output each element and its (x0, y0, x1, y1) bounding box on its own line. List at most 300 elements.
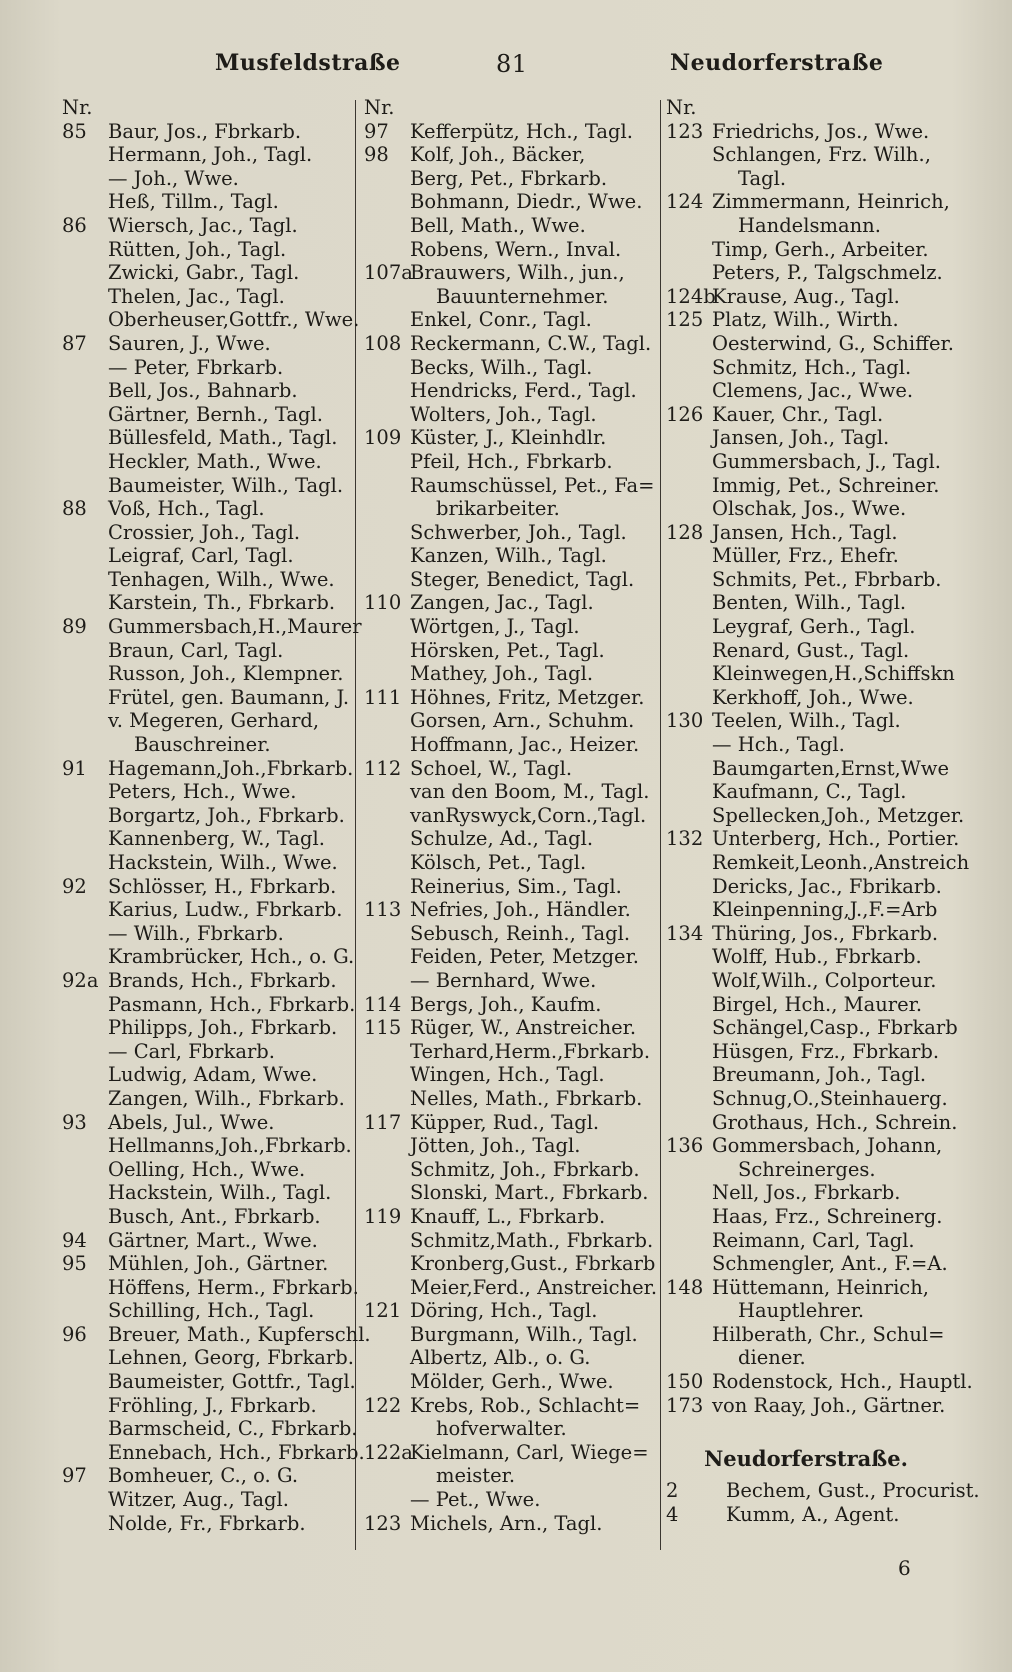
resident-entry: Reckermann, C.W., Tagl. (410, 331, 652, 355)
resident-entry: Brands, Hch., Fbrkarb. (108, 968, 337, 992)
resident-entry: Breuer, Math., Kupferschl. (108, 1322, 371, 1346)
house-number: 94 (62, 1228, 87, 1252)
resident-entry: — Hch., Tagl. (712, 733, 845, 757)
directory-entry (364, 1417, 662, 1441)
resident-entry: v. Megeren, Gerhard, (108, 709, 320, 733)
page-number: 81 (496, 50, 528, 78)
resident-entry: Zimmermann, Heinrich, (712, 190, 950, 214)
resident-entry: Leigraf, Carl, Tagl. (108, 544, 294, 568)
house-number: 85 (62, 119, 87, 143)
directory-entry (666, 261, 966, 285)
resident-entry: Teelen, Wilh., Tagl. (712, 709, 901, 733)
number-column-heading: Nr. (666, 96, 697, 119)
directory-entry (666, 497, 966, 521)
directory-entry (666, 1252, 966, 1276)
directory-entry (666, 1370, 973, 1394)
directory-entry (666, 945, 966, 969)
resident-entry: Hellmanns,Joh.,Fbrkarb. (108, 1134, 352, 1158)
directory-entry (364, 1016, 662, 1040)
resident-entry: Nelles, Math., Fbrkarb. (410, 1086, 643, 1110)
directory-entry (62, 945, 360, 969)
resident-entry: Schmengler, Ant., F.=A. (712, 1252, 948, 1276)
resident-entry: Leygraf, Gerh., Tagl. (712, 615, 916, 639)
directory-entry (364, 379, 662, 403)
resident-entry: Timp, Gerh., Arbeiter. (712, 237, 929, 261)
directory-entry (62, 1299, 360, 1323)
directory-entry (666, 1016, 966, 1040)
directory-entry (62, 356, 360, 380)
directory-entry (62, 1252, 360, 1276)
resident-entry: Wingen, Hch., Tagl. (410, 1063, 605, 1087)
directory-entry (666, 1323, 966, 1347)
resident-entry: Slonski, Mart., Fbrkarb. (410, 1181, 649, 1205)
directory-entry (364, 1464, 662, 1488)
house-number: 107a (364, 261, 413, 285)
directory-entry (364, 308, 662, 332)
resident-entry: Voß, Hch., Tagl. (108, 497, 265, 521)
directory-entry (666, 1276, 966, 1300)
directory-entry (666, 1299, 966, 1323)
resident-entry: Wörtgen, J., Tagl. (410, 615, 580, 639)
directory-entry (364, 1512, 662, 1536)
resident-entry: Reinerius, Sim., Tagl. (410, 874, 622, 898)
resident-entry: Heckler, Math., Wwe. (108, 449, 322, 473)
resident-entry: — Pet., Wwe. (410, 1488, 541, 1512)
directory-entry (666, 190, 966, 214)
house-number: 115 (364, 1016, 402, 1040)
directory-entry (666, 827, 966, 851)
resident-entry: Hilberath, Chr., Schul= (712, 1322, 945, 1346)
directory-entry (666, 356, 966, 380)
directory-entry (62, 1087, 360, 1111)
house-number: 150 (666, 1370, 704, 1394)
directory-entry (62, 1464, 360, 1488)
directory-entry (62, 332, 360, 356)
column-3 (666, 96, 980, 1526)
directory-entry (62, 568, 360, 592)
directory-entry (62, 827, 360, 851)
resident-entry: Gommersbach, Johann, (712, 1134, 943, 1158)
resident-entry: Schmitz,Math., Fbrkarb. (410, 1228, 654, 1252)
resident-entry: vanRyswyck,Corn.,Tagl. (410, 803, 647, 827)
directory-entry (62, 1158, 360, 1182)
resident-entry: Kannenberg, W., Tagl. (108, 827, 325, 851)
directory-entry (62, 544, 360, 568)
directory-entry (364, 1158, 662, 1182)
resident-entry: Witzer, Aug., Tagl. (108, 1488, 289, 1512)
directory-entry (364, 1111, 662, 1135)
directory-entry (666, 285, 966, 309)
directory-entry (364, 1370, 662, 1394)
resident-entry: Robens, Wern., Inval. (410, 237, 622, 261)
directory-entry (364, 875, 662, 899)
resident-entry: Bergs, Joh., Kaufm. (410, 992, 602, 1016)
resident-entry: Kumm, A., Agent. (726, 1502, 900, 1526)
house-number: 136 (666, 1134, 704, 1158)
resident-entry: Braun, Carl, Tagl. (108, 638, 284, 662)
directory-entry (62, 1346, 360, 1370)
resident-entry: Schilling, Hch., Tagl. (108, 1299, 315, 1323)
resident-entry: Küpper, Rud., Tagl. (410, 1110, 600, 1134)
resident-entry: Bauschreiner. (134, 733, 271, 757)
resident-entry: Spellecken,Joh., Metzger. (712, 803, 965, 827)
directory-entry (666, 1063, 966, 1087)
house-number: 112 (364, 756, 402, 780)
directory-entry (364, 851, 662, 875)
directory-entry (666, 686, 966, 710)
directory-entry (364, 238, 662, 262)
resident-entry: Berg, Pet., Fbrkarb. (410, 166, 608, 190)
resident-entry: Unterberg, Hch., Portier. (712, 827, 960, 851)
directory-entry (62, 1322, 371, 1347)
directory-entry (666, 1087, 966, 1111)
directory-entry (364, 945, 662, 969)
resident-entry: Hoffmann, Jac., Heizer. (410, 733, 640, 757)
resident-entry: Kielmann, Carl, Wiege= (410, 1440, 649, 1464)
house-number: 123 (666, 119, 704, 143)
resident-entry: Mühlen, Joh., Gärtner. (108, 1252, 329, 1276)
directory-entry (62, 474, 360, 498)
directory-entry (364, 969, 662, 993)
resident-entry: Lehnen, Georg, Fbrkarb. (108, 1346, 354, 1370)
directory-entry (62, 167, 360, 191)
house-number: 92a (62, 968, 99, 992)
directory-entry (62, 686, 360, 710)
directory-entry (364, 1087, 662, 1111)
directory-entry (364, 1040, 662, 1064)
directory-entry (666, 1394, 966, 1418)
running-head-right: Neudorferstraße (670, 50, 884, 76)
resident-entry: Hauptlehrer. (738, 1299, 865, 1323)
directory-entry (364, 827, 662, 851)
directory-entry (364, 615, 662, 639)
resident-entry: Schmitz, Hch., Tagl. (712, 355, 912, 379)
directory-entry (62, 780, 360, 804)
directory-entry (62, 709, 360, 733)
directory-entry (364, 544, 662, 568)
resident-entry: Schreinerges. (738, 1157, 876, 1181)
house-number: 87 (62, 331, 87, 355)
directory-entry (62, 591, 360, 615)
resident-entry: — Joh., Wwe. (108, 166, 239, 190)
directory-entry (62, 120, 360, 144)
resident-entry: Mölder, Gerh., Wwe. (410, 1370, 614, 1394)
resident-entry: Schulze, Ad., Tagl. (410, 827, 594, 851)
resident-entry: Oelling, Hch., Wwe. (108, 1157, 306, 1181)
directory-entry (62, 214, 360, 238)
resident-entry: Terhard,Herm.,Fbrkarb. (410, 1039, 651, 1063)
directory-entry (364, 1205, 662, 1229)
directory-entry (62, 733, 360, 757)
directory-entry (364, 993, 662, 1017)
resident-entry: Hörsken, Pet., Tagl. (410, 638, 605, 662)
resident-entry: Nolde, Fr., Fbrkarb. (108, 1511, 306, 1535)
resident-entry: Kolf, Joh., Bäcker, (410, 143, 586, 167)
directory-entry (364, 568, 662, 592)
resident-entry: Abels, Jul., Wwe. (108, 1110, 275, 1134)
directory-entry (364, 190, 662, 214)
resident-entry: Sauren, J., Wwe. (108, 331, 271, 355)
directory-entry (364, 1488, 662, 1512)
directory-entry (364, 591, 662, 615)
directory-entry (62, 238, 360, 262)
directory-entry (666, 568, 966, 592)
signature-mark: 6 (898, 1556, 911, 1580)
resident-entry: Frütel, gen. Baumann, J. (108, 685, 350, 709)
resident-entry: Clemens, Jac., Wwe. (712, 379, 914, 403)
resident-entry: Thüring, Jos., Fbrkarb. (712, 921, 939, 945)
directory-entry (62, 804, 360, 828)
directory-entry (666, 403, 966, 427)
resident-entry: Gummersbach,H.,Maurer (108, 615, 362, 639)
directory-entry (364, 403, 662, 427)
directory-entry (666, 379, 966, 403)
resident-entry: Steger, Benedict, Tagl. (410, 567, 635, 591)
resident-entry: Meier,Ferd., Anstreicher. (410, 1275, 658, 1299)
directory-entry (62, 1134, 360, 1158)
resident-entry: Grothaus, Hch., Schrein. (712, 1110, 958, 1134)
directory-entry (62, 1229, 360, 1253)
directory-entry (666, 544, 966, 568)
directory-entry (62, 898, 360, 922)
resident-entry: — Peter, Fbrkarb. (108, 355, 284, 379)
resident-entry: Kleinwegen,H.,Schiffskn (712, 662, 955, 686)
resident-entry: Busch, Ant., Fbrkarb. (108, 1204, 321, 1228)
house-number: 125 (666, 308, 704, 332)
resident-entry: Bechem, Gust., Procurist. (726, 1479, 980, 1503)
house-number: 130 (666, 709, 704, 733)
resident-entry: Höffens, Herm., Fbrkarb. (108, 1275, 359, 1299)
resident-entry: Birgel, Hch., Maurer. (712, 992, 923, 1016)
directory-entry (62, 757, 360, 781)
resident-entry: Kauer, Chr., Tagl. (712, 402, 884, 426)
resident-entry: Bauunternehmer. (436, 284, 609, 308)
directory-entry (62, 1370, 360, 1394)
house-number: 98 (364, 143, 389, 167)
directory-entry (666, 1111, 966, 1135)
resident-entry: Kerkhoff, Joh., Wwe. (712, 685, 914, 709)
resident-entry: Tenhagen, Wilh., Wwe. (108, 567, 335, 591)
resident-entry: Kronberg,Gust., Fbrkarb (410, 1252, 656, 1276)
resident-entry: Karius, Ludw., Fbrkarb. (108, 898, 343, 922)
house-number: 96 (62, 1322, 87, 1346)
resident-entry: Schlangen, Frz. Wilh., (712, 143, 931, 167)
resident-entry: Kanzen, Wilh., Tagl. (410, 544, 607, 568)
house-number: 119 (364, 1204, 402, 1228)
directory-entry (364, 1441, 662, 1465)
directory-entry (364, 261, 662, 285)
directory-entry (62, 521, 360, 545)
resident-entry: Zangen, Jac., Tagl. (410, 591, 594, 615)
resident-entry: — Wilh., Fbrkarb. (108, 921, 284, 945)
resident-entry: Kölsch, Pet., Tagl. (410, 851, 587, 874)
resident-entry: Borgartz, Joh., Fbrkarb. (108, 803, 345, 827)
resident-entry: Dericks, Jac., Fbrikarb. (712, 874, 942, 898)
house-number: 126 (666, 402, 704, 426)
resident-entry: Haas, Frz., Schreinerg. (712, 1204, 943, 1228)
resident-entry: Krause, Aug., Tagl. (712, 284, 900, 308)
resident-entry: Krambrücker, Hch., o. G. (108, 945, 355, 969)
directory-entry (666, 214, 966, 238)
resident-entry: Hackstein, Wilh., Wwe. (108, 851, 338, 874)
house-number: 95 (62, 1252, 87, 1276)
resident-entry: Barmscheid, C., Fbrkarb. (108, 1417, 358, 1441)
directory-entry (666, 1040, 966, 1064)
directory-entry (62, 1205, 360, 1229)
directory-entry (666, 521, 966, 545)
directory-entry (364, 1181, 662, 1205)
directory-entry (666, 709, 966, 733)
directory-entry (666, 143, 966, 167)
directory-entry (62, 1394, 360, 1418)
resident-entry: Remkeit,Leonh.,Anstreich (712, 851, 970, 874)
resident-entry: Renard, Gust., Tagl. (712, 638, 910, 662)
directory-entry (364, 898, 662, 922)
directory-entry (666, 238, 966, 262)
column-2 (364, 96, 662, 1535)
number-column-heading: Nr. (364, 96, 395, 119)
directory-entry (364, 662, 662, 686)
resident-entry: Albertz, Alb., o. G. (410, 1346, 591, 1370)
directory-entry (364, 1229, 662, 1253)
resident-entry: diener. (738, 1346, 806, 1370)
house-number: 134 (666, 921, 704, 945)
directory-entry (62, 1512, 360, 1536)
resident-entry: Peters, P., Talgschmelz. (712, 261, 943, 285)
directory-entry (364, 497, 662, 521)
directory-entry (666, 898, 966, 922)
resident-entry: Schmits, Pet., Fbrbarb. (712, 567, 942, 591)
resident-entry: Zangen, Wilh., Fbrkarb. (108, 1086, 345, 1110)
directory-entry (62, 639, 360, 663)
resident-entry: Olschak, Jos., Wwe. (712, 497, 907, 521)
directory-entry (666, 1134, 966, 1158)
directory-entry (62, 615, 360, 639)
house-number: 128 (666, 520, 704, 544)
resident-entry: Russon, Joh., Klempner. (108, 662, 344, 686)
resident-entry: Gärtner, Bernh., Tagl. (108, 402, 323, 426)
resident-entry: Pfeil, Hch., Fbrkarb. (410, 449, 613, 473)
directory-entry (62, 143, 360, 167)
directory-entry (62, 1488, 360, 1512)
directory-entry (666, 308, 966, 332)
house-number: 93 (62, 1110, 87, 1134)
resident-entry: Oberheuser,Gottfr., Wwe. (108, 308, 360, 332)
directory-entry (364, 780, 662, 804)
directory-entry (666, 969, 966, 993)
resident-entry: Bell, Jos., Bahnarb. (108, 379, 298, 403)
directory-entry (666, 780, 966, 804)
house-number: 122a (364, 1440, 413, 1464)
resident-entry: Müller, Frz., Ehefr. (712, 544, 899, 568)
directory-entry (666, 733, 966, 757)
resident-entry: Raumschüssel, Pet., Fa= (410, 473, 655, 497)
directory-entry (62, 1063, 360, 1087)
directory-entry (364, 1346, 662, 1370)
resident-entry: Ennebach, Hch., Fbrkarb. (108, 1440, 365, 1464)
directory-entry (62, 497, 360, 521)
resident-entry: Peters, Hch., Wwe. (108, 780, 297, 804)
resident-entry: Wiersch, Jac., Tagl. (108, 213, 298, 237)
directory-entry (62, 993, 360, 1017)
directory-entry (666, 332, 966, 356)
resident-entry: Benten, Wilh., Tagl. (712, 591, 907, 615)
resident-entry: Crossier, Joh., Tagl. (108, 520, 301, 544)
resident-entry: Breumann, Joh., Tagl. (712, 1063, 927, 1087)
house-number: 92 (62, 874, 87, 898)
directory-entry (62, 1040, 360, 1064)
resident-entry: Philipps, Joh., Fbrkarb. (108, 1016, 338, 1040)
house-number: 121 (364, 1299, 402, 1323)
resident-entry: Kleinpenning,J.,F.=Arb (712, 898, 938, 922)
directory-entry (62, 379, 360, 403)
resident-entry: Nefries, Joh., Händler. (410, 898, 631, 922)
directory-entry (666, 757, 966, 781)
directory-entry (62, 1440, 365, 1465)
resident-entry: Schnug,O.,Steinhauerg. (712, 1086, 948, 1110)
directory-entry (666, 167, 966, 191)
directory-entry (666, 1205, 966, 1229)
house-number: 109 (364, 426, 402, 450)
resident-entry: Platz, Wilh., Wirth. (712, 308, 899, 332)
directory-entry (364, 757, 662, 781)
house-number: 113 (364, 898, 402, 922)
resident-entry: Hagemann,Joh.,Fbrkarb. (108, 756, 354, 780)
directory-entry (62, 1417, 360, 1441)
directory-entry (364, 1323, 662, 1347)
directory-entry (666, 639, 966, 663)
resident-entry: Rüger, W., Anstreicher. (410, 1016, 637, 1040)
resident-entry: Krebs, Rob., Schlacht= (410, 1393, 641, 1417)
directory-entry (62, 1276, 360, 1300)
resident-entry: Wolff, Hub., Fbrkarb. (712, 945, 922, 969)
resident-entry: Burgmann, Wilh., Tagl. (410, 1322, 638, 1346)
number-column-heading: Nr. (62, 96, 93, 119)
directory-entry (364, 1134, 662, 1158)
street-section-title: Neudorferstraße. (704, 1446, 908, 1472)
resident-entry: Ludwig, Adam, Wwe. (108, 1063, 318, 1087)
directory-entry (666, 591, 966, 615)
resident-entry: Thelen, Jac., Tagl. (108, 284, 285, 308)
directory-entry (364, 1063, 662, 1087)
resident-entry: Oesterwind, G., Schiffer. (712, 331, 954, 355)
house-number: 108 (364, 331, 402, 355)
directory-entry (666, 662, 966, 686)
directory-entry (364, 733, 662, 757)
running-head-left: Musfeldstraße (215, 50, 401, 76)
directory-entry (62, 969, 360, 993)
resident-entry: Becks, Wilh., Tagl. (410, 355, 593, 379)
directory-entry (666, 615, 966, 639)
house-number: 2 (666, 1479, 679, 1503)
resident-entry: Gärtner, Mart., Wwe. (108, 1228, 318, 1252)
resident-entry: — Carl, Fbrkarb. (108, 1039, 275, 1063)
directory-entry (666, 450, 966, 474)
resident-entry: Schlösser, H., Fbrkarb. (108, 874, 337, 898)
resident-entry: Bohmann, Diedr., Wwe. (410, 190, 643, 214)
resident-entry: Sebusch, Reinh., Tagl. (410, 921, 631, 945)
resident-entry: Schmitz, Joh., Fbrkarb. (410, 1157, 640, 1181)
directory-entry (62, 851, 360, 875)
resident-entry: hofverwalter. (436, 1417, 567, 1441)
directory-entry (62, 426, 360, 450)
directory-entry (666, 1158, 966, 1182)
resident-entry: Handelsmann. (738, 213, 881, 237)
resident-entry: Bomheuer, C., o. G. (108, 1464, 299, 1488)
resident-entry: Rütten, Joh., Tagl. (108, 237, 287, 261)
directory-entry (364, 120, 662, 144)
directory-entry (364, 167, 662, 191)
